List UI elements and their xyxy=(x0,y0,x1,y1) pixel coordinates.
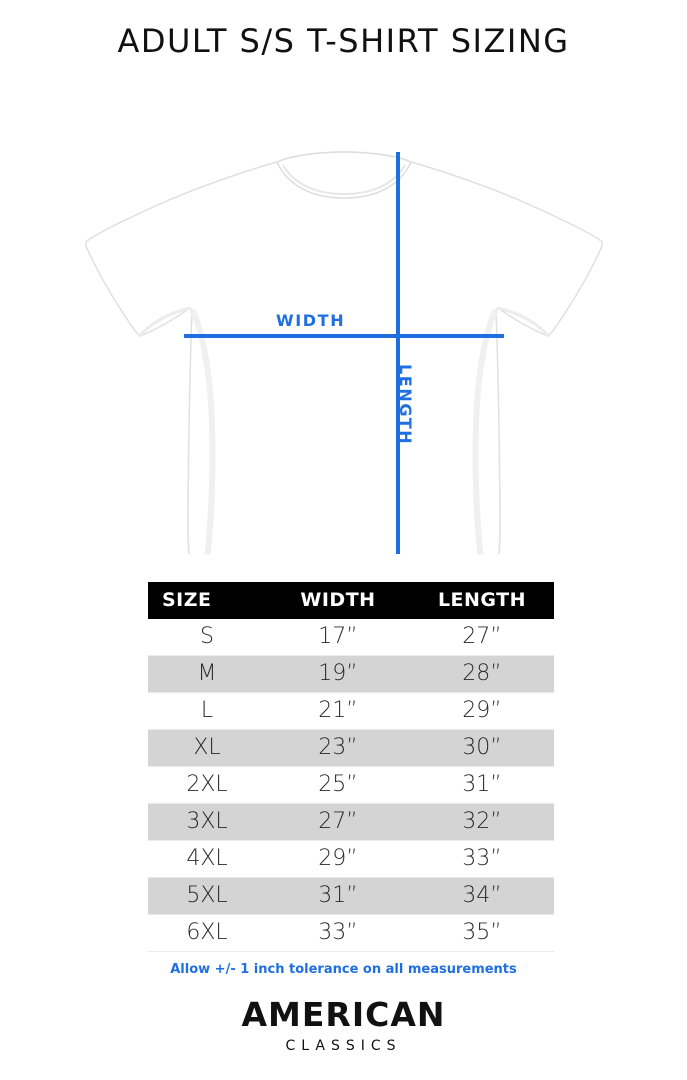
cell-length: 33” xyxy=(410,841,554,878)
cell-width: 19” xyxy=(266,656,410,693)
cell-width: 33” xyxy=(266,915,410,952)
column-header-size: SIZE xyxy=(148,582,266,619)
cell-length: 34” xyxy=(410,878,554,915)
column-header-length: LENGTH xyxy=(410,582,554,619)
cell-length: 35” xyxy=(410,915,554,952)
cell-width: 27” xyxy=(266,804,410,841)
table-header-row xyxy=(148,582,554,619)
size-table xyxy=(148,582,554,952)
cell-width: 17” xyxy=(266,619,410,656)
cell-size: 2XL xyxy=(148,767,266,804)
length-label: LENGTH xyxy=(396,364,415,446)
width-label: WIDTH xyxy=(276,311,346,330)
cell-size: M xyxy=(148,656,266,693)
brand-name: AMERICAN xyxy=(241,995,446,1034)
table-row xyxy=(148,693,554,730)
brand-subtitle: CLASSICS xyxy=(285,1038,402,1054)
table-row xyxy=(148,656,554,693)
cell-size: 4XL xyxy=(148,841,266,878)
table-row xyxy=(148,619,554,656)
cell-length: 31” xyxy=(410,767,554,804)
table-row xyxy=(148,804,554,841)
cell-width: 29” xyxy=(266,841,410,878)
brand-logo xyxy=(0,995,687,1054)
cell-length: 27” xyxy=(410,619,554,656)
cell-width: 25” xyxy=(266,767,410,804)
cell-width: 21” xyxy=(266,693,410,730)
tshirt-diagram xyxy=(0,64,687,554)
cell-width: 23” xyxy=(266,730,410,767)
table-row xyxy=(148,730,554,767)
cell-size: 3XL xyxy=(148,804,266,841)
page-title: ADULT S/S T-SHIRT SIZING xyxy=(117,22,570,60)
cell-width: 31” xyxy=(266,878,410,915)
cell-size: 6XL xyxy=(148,915,266,952)
size-chart xyxy=(148,582,540,952)
cell-size: L xyxy=(148,693,266,730)
cell-size: S xyxy=(148,619,266,656)
table-row xyxy=(148,878,554,915)
cell-length: 30” xyxy=(410,730,554,767)
table-row xyxy=(148,767,554,804)
tshirt-illustration xyxy=(0,64,687,554)
cell-length: 29” xyxy=(410,693,554,730)
tolerance-note: Allow +/- 1 inch tolerance on all measurements xyxy=(170,962,517,977)
table-row xyxy=(148,915,554,952)
cell-size: 5XL xyxy=(148,878,266,915)
cell-length: 32” xyxy=(410,804,554,841)
cell-length: 28” xyxy=(410,656,554,693)
table-row xyxy=(148,841,554,878)
cell-size: XL xyxy=(148,730,266,767)
column-header-width: WIDTH xyxy=(266,582,410,619)
